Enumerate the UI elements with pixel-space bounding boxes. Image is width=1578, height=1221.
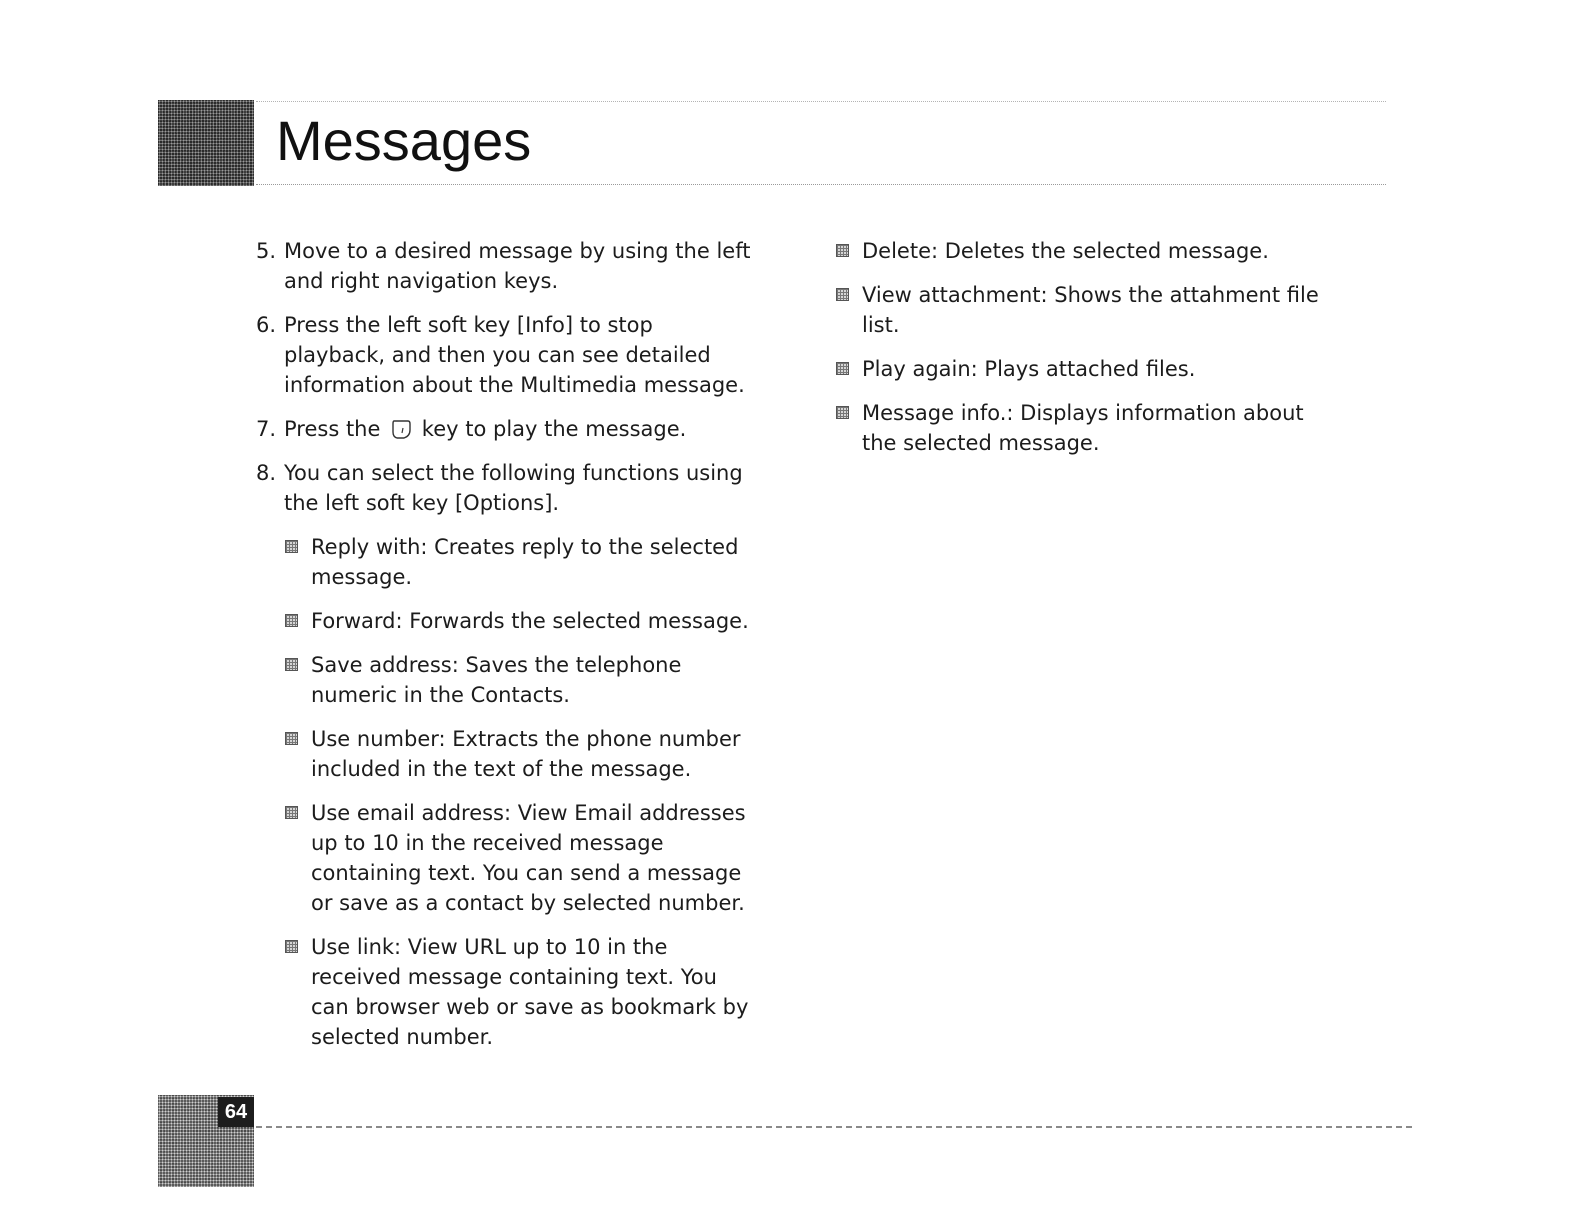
step-number: 8.	[256, 461, 277, 485]
page-title: Messages	[276, 109, 532, 172]
option-view-attachment	[834, 280, 1334, 340]
option-10-icon	[836, 406, 849, 419]
option-4-icon	[285, 732, 298, 745]
option-forward	[256, 606, 756, 636]
option-text: Use number: Extracts the phone number included in the text of the message.	[311, 727, 741, 781]
step-number: 5.	[256, 239, 277, 263]
step-5	[256, 236, 756, 296]
option-9-icon	[836, 362, 849, 375]
page-number: 64	[218, 1097, 254, 1127]
option-text: Delete: Deletes the selected message.	[862, 239, 1269, 263]
footer-dashed-rule	[256, 1126, 1412, 1128]
option-delete	[834, 236, 1334, 266]
step-text: Move to a desired message by using the left and right navigation keys.	[284, 239, 751, 293]
option-2-icon	[285, 614, 298, 627]
option-text: Use email address: View Email addresses up to 10 in the received message containing text. You can send a message or save as a contact by selected number.	[311, 801, 746, 915]
step-8	[256, 458, 756, 518]
header-decoration-block	[158, 100, 254, 186]
option-use-link	[256, 932, 756, 1052]
header-top-rule	[256, 101, 1386, 102]
option-text: Play again: Plays attached files.	[862, 357, 1196, 381]
step-text-after: key to play the message.	[421, 417, 687, 441]
option-message-info	[834, 398, 1334, 458]
option-save-address	[256, 650, 756, 710]
option-text: Forward: Forwards the selected message.	[311, 609, 749, 633]
step-text: Press the left soft key [Info] to stop playback, and then you can see detailed information about the Multimedia message.	[284, 313, 745, 397]
right-column	[834, 236, 1334, 472]
option-text: Save address: Saves the telephone numeric in the Contacts.	[311, 653, 682, 707]
ok-key-icon	[390, 418, 412, 440]
step-text: You can select the following functions using the left soft key [Options].	[284, 461, 743, 515]
option-5-icon	[285, 806, 298, 819]
step-text-before: Press the	[284, 417, 381, 441]
option-1-icon	[285, 540, 298, 553]
option-6-icon	[285, 940, 298, 953]
left-column	[256, 236, 756, 1066]
option-text: View attachment: Shows the attahment file list.	[862, 283, 1319, 337]
option-reply-with	[256, 532, 756, 592]
option-text: Reply with: Creates reply to the selected message.	[311, 535, 739, 589]
option-text: Message info.: Displays information about the selected message.	[862, 401, 1304, 455]
step-number: 7.	[256, 417, 277, 441]
step-7	[256, 414, 756, 444]
option-play-again	[834, 354, 1334, 384]
header-bottom-rule	[256, 184, 1386, 185]
option-use-email-address	[256, 798, 756, 918]
option-use-number	[256, 724, 756, 784]
option-8-icon	[836, 288, 849, 301]
step-6	[256, 310, 756, 400]
option-7-icon	[836, 244, 849, 257]
option-3-icon	[285, 658, 298, 671]
option-text: Use link: View URL up to 10 in the received message containing text. You can browser web or save as bookmark by selected number.	[311, 935, 749, 1049]
step-number: 6.	[256, 313, 277, 337]
